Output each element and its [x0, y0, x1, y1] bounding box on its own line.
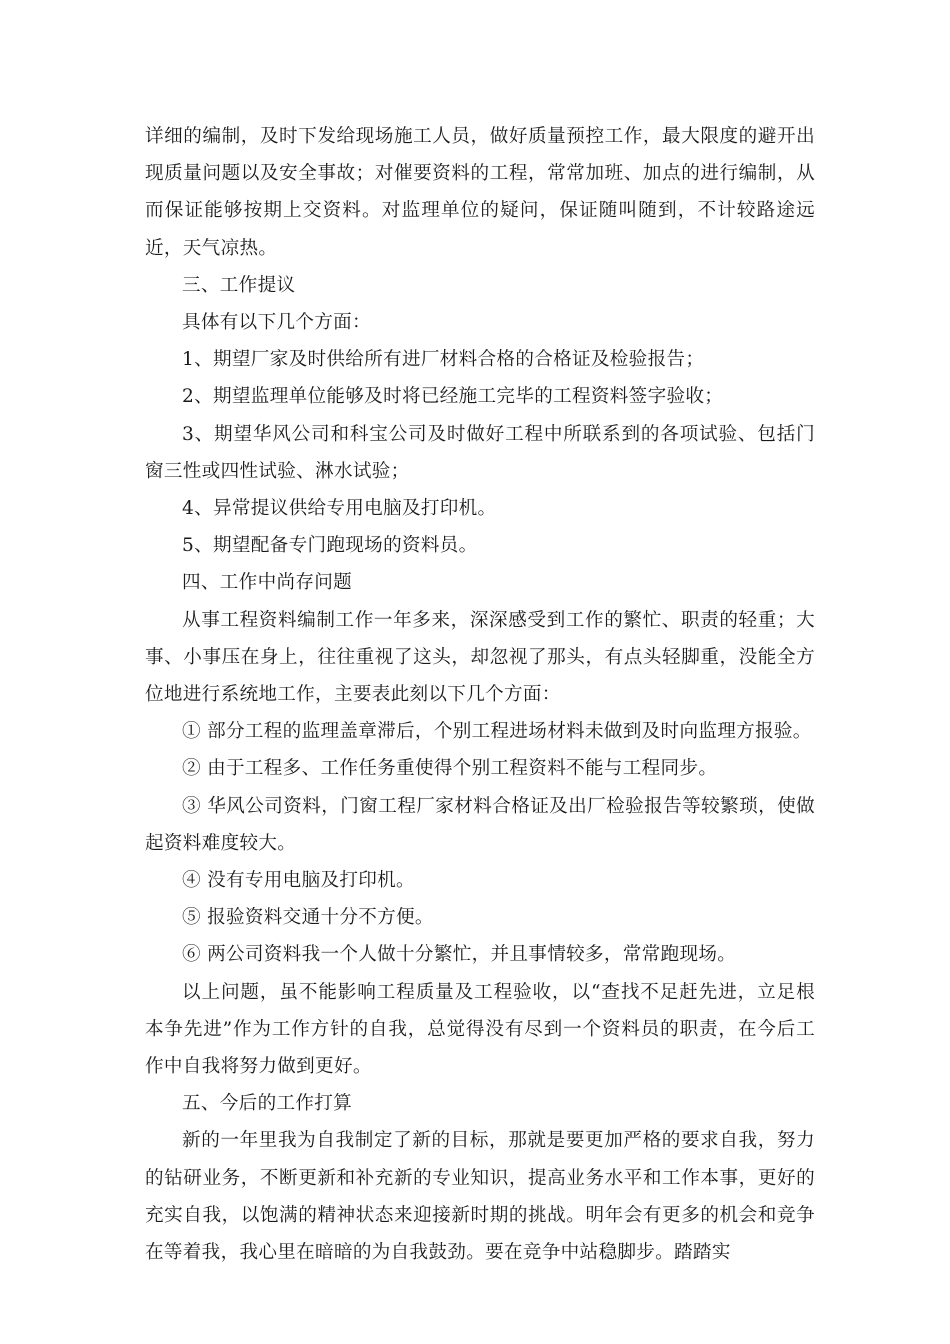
issue-item-2: ② 由于工程多、工作任务重使得个别工程资料不能与工程同步。 [182, 758, 718, 780]
paragraph-4: 以上问题，虽不能影响工程质量及工程验收，以“查找不足赶先进，立足根本争先进”作为工作方针的自我，总觉得没有尽到一个资料员的职责，在今后工作中自我将努力做到更好。 [145, 981, 815, 1078]
suggestion-item-4: 4、异常提议供给专用电脑及打印机。 [182, 498, 497, 520]
issue-item-3: ③ 华风公司资料，门窗工程厂家材料合格证及出厂检验报告等较繁琐，使做起资料难度较大。 [145, 795, 815, 854]
suggestion-item-1: 1、期望厂家及时供给所有进厂材料合格的合格证及检验报告； [182, 349, 705, 371]
paragraph-2: 具体有以下几个方面： [182, 312, 371, 334]
section-heading-suggestions: 三、工作提议 [182, 274, 296, 296]
paragraph-3: 从事工程资料编制工作一年多来，深深感受到工作的繁忙、职责的轻重；大事、小事压在身上，往往重视了这头，却忽视了那头，有点头轻脚重，没能全方位地进行系统地工作，主要表此刻以下几个方面： [145, 609, 815, 706]
section-heading-issues: 四、工作中尚存问题 [182, 572, 353, 594]
suggestion-item-5: 5、期望配备专门跑现场的资料员。 [182, 535, 478, 557]
issue-item-5: ⑤ 报验资料交通十分不方便。 [182, 907, 434, 929]
document-body [145, 118, 815, 1271]
suggestion-item-3: 3、期望华风公司和科宝公司及时做好工程中所联系到的各项试验、包括门窗三性或四性试验、淋水试验； [145, 423, 815, 482]
issue-item-4: ④ 没有专用电脑及打印机。 [182, 870, 415, 892]
paragraph-5: 新的一年里我为自我制定了新的目标，那就是要更加严格的要求自我，努力的钻研业务，不断更新和补充新的专业知识，提高业务水平和工作本事，更好的充实自我，以饱满的精神状态来迎接新时期的挑战。明年会有更多的机会和竞争在等着我，我心里在暗暗的为自我鼓劲。要在竞争中站稳脚步。踏踏实 [145, 1130, 815, 1264]
suggestion-item-2: 2、期望监理单位能够及时将已经施工完毕的工程资料签字验收； [182, 386, 724, 408]
paragraph-1: 详细的编制，及时下发给现场施工人员，做好质量预控工作，最大限度的避开出现质量问题以及安全事故；对催要资料的工程，常常加班、加点的进行编制，从而保证能够按期上交资料。对监理单位的疑问，保证随叫随到，不计较路途远近，天气凉热。 [145, 126, 815, 259]
issue-item-6: ⑥ 两公司资料我一个人做十分繁忙，并且事情较多，常常跑现场。 [182, 944, 737, 966]
section-heading-plans: 五、今后的工作打算 [182, 1093, 353, 1115]
issue-item-1: ① 部分工程的监理盖章滞后，个别工程进场材料未做到及时向监理方报验。 [182, 721, 812, 743]
